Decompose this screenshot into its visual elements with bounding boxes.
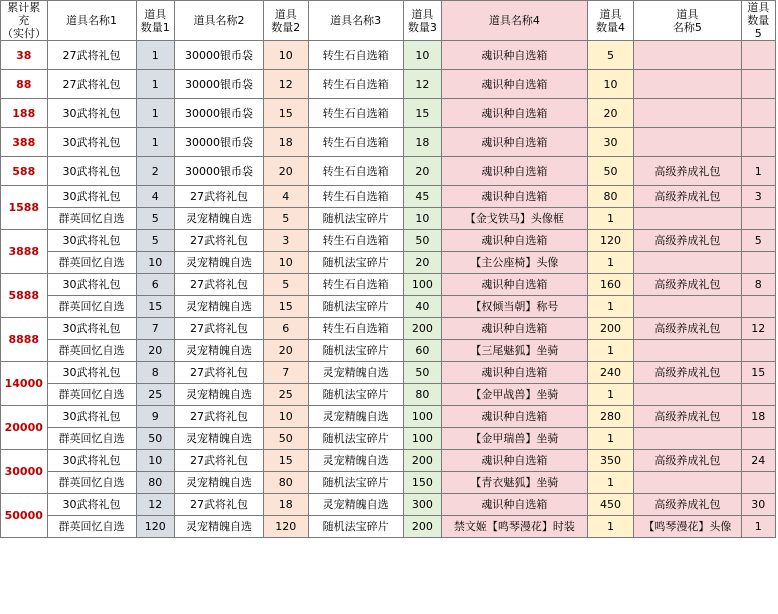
table-row xyxy=(1,516,776,538)
cell-qty1: 4 xyxy=(136,186,174,208)
cell-item1: 30武将礼包 xyxy=(47,274,136,296)
cell-qty4: 120 xyxy=(587,230,634,252)
cell-item1: 群英回忆自选 xyxy=(47,340,136,362)
cell-qty3: 100 xyxy=(403,274,441,296)
cell-item4: 魂识种自选箱 xyxy=(442,99,588,128)
cell-item2: 灵宠精魄自选 xyxy=(175,516,264,538)
cell-qty3: 100 xyxy=(403,406,441,428)
cell-qty5 xyxy=(741,41,775,70)
cell-item2: 灵宠精魄自选 xyxy=(175,384,264,406)
cell-item3: 转生石自选箱 xyxy=(308,70,403,99)
cell-item3: 灵宠精魄自选 xyxy=(308,362,403,384)
cell-item4: 禁文姬【鸣琴漫花】时装 xyxy=(442,516,588,538)
table-row xyxy=(1,472,776,494)
cell-qty4: 350 xyxy=(587,450,634,472)
cell-item3: 转生石自选箱 xyxy=(308,128,403,157)
cell-item3: 转生石自选箱 xyxy=(308,157,403,186)
tier-amount-cell: 30000 xyxy=(1,450,48,494)
header-qty5: 道具 数量 5 xyxy=(741,1,775,41)
cell-item5 xyxy=(634,252,741,274)
cell-item2: 30000银币袋 xyxy=(175,41,264,70)
header-qty2: 道具 数量2 xyxy=(264,1,309,41)
cell-qty4: 20 xyxy=(587,99,634,128)
cell-qty3: 100 xyxy=(403,428,441,450)
cell-item5 xyxy=(634,128,741,157)
tier-amount-cell: 188 xyxy=(1,99,48,128)
cell-item4: 魂识种自选箱 xyxy=(442,274,588,296)
header-item4: 道具名称4 xyxy=(442,1,588,41)
cell-qty4: 1 xyxy=(587,340,634,362)
cell-item1: 30武将礼包 xyxy=(47,362,136,384)
cell-qty2: 120 xyxy=(264,516,309,538)
cell-item2: 30000银币袋 xyxy=(175,128,264,157)
cell-qty1: 8 xyxy=(136,362,174,384)
cell-qty5: 8 xyxy=(741,274,775,296)
cell-item3: 随机法宝碎片 xyxy=(308,428,403,450)
cell-item5 xyxy=(634,41,741,70)
cell-item4: 魂识种自选箱 xyxy=(442,128,588,157)
cell-qty4: 5 xyxy=(587,41,634,70)
cell-qty5: 18 xyxy=(741,406,775,428)
tier-amount-cell: 38 xyxy=(1,41,48,70)
cell-qty1: 6 xyxy=(136,274,174,296)
cell-qty2: 7 xyxy=(264,362,309,384)
cell-qty1: 9 xyxy=(136,406,174,428)
cell-item1: 群英回忆自选 xyxy=(47,252,136,274)
cell-item1: 30武将礼包 xyxy=(47,450,136,472)
cell-item1: 群英回忆自选 xyxy=(47,208,136,230)
cell-qty3: 10 xyxy=(403,208,441,230)
cell-item3: 灵宠精魄自选 xyxy=(308,494,403,516)
cell-item2: 27武将礼包 xyxy=(175,230,264,252)
header-acc: 累计累充 （实付） xyxy=(2,1,46,40)
cell-qty4: 1 xyxy=(587,208,634,230)
cell-item1: 30武将礼包 xyxy=(47,406,136,428)
tier-amount-cell: 1588 xyxy=(1,186,48,230)
cell-qty5 xyxy=(741,99,775,128)
cell-item5: 高级养成礼包 xyxy=(634,186,741,208)
cell-qty1: 1 xyxy=(136,41,174,70)
cell-qty2: 15 xyxy=(264,296,309,318)
cell-item4: 【金戈铁马】头像框 xyxy=(442,208,588,230)
cell-qty4: 50 xyxy=(587,157,634,186)
cell-item2: 27武将礼包 xyxy=(175,494,264,516)
cell-item2: 灵宠精魄自选 xyxy=(175,252,264,274)
cell-qty5: 15 xyxy=(741,362,775,384)
cell-item3: 转生石自选箱 xyxy=(308,41,403,70)
cell-qty3: 50 xyxy=(403,362,441,384)
cell-item4: 【金甲瑞兽】坐骑 xyxy=(442,428,588,450)
cell-item2: 27武将礼包 xyxy=(175,318,264,340)
tier-amount-cell: 14000 xyxy=(1,362,48,406)
cell-qty5: 12 xyxy=(741,318,775,340)
cell-item1: 30武将礼包 xyxy=(47,157,136,186)
cell-qty4: 30 xyxy=(587,128,634,157)
cell-item4: 魂识种自选箱 xyxy=(442,406,588,428)
cell-qty4: 450 xyxy=(587,494,634,516)
cell-qty5 xyxy=(741,70,775,99)
header-row xyxy=(1,1,776,41)
cell-qty3: 60 xyxy=(403,340,441,362)
tier-amount-cell: 8888 xyxy=(1,318,48,362)
cell-item5 xyxy=(634,472,741,494)
cell-item2: 灵宠精魄自选 xyxy=(175,208,264,230)
cell-qty5 xyxy=(741,384,775,406)
cell-item4: 魂识种自选箱 xyxy=(442,362,588,384)
cell-item5: 高级养成礼包 xyxy=(634,318,741,340)
cell-qty5: 1 xyxy=(741,516,775,538)
cell-item4: 魂识种自选箱 xyxy=(442,186,588,208)
tier-amount-cell: 5888 xyxy=(1,274,48,318)
cell-qty3: 300 xyxy=(403,494,441,516)
tier-amount-cell: 88 xyxy=(1,70,48,99)
table-row xyxy=(1,274,776,296)
cell-item4: 魂识种自选箱 xyxy=(442,41,588,70)
table-row xyxy=(1,157,776,186)
cell-qty3: 150 xyxy=(403,472,441,494)
cell-item5 xyxy=(634,208,741,230)
cell-qty3: 15 xyxy=(403,99,441,128)
cell-item1: 27武将礼包 xyxy=(47,70,136,99)
cell-item1: 30武将礼包 xyxy=(47,318,136,340)
table-row xyxy=(1,252,776,274)
cell-item1: 群英回忆自选 xyxy=(47,516,136,538)
table-row xyxy=(1,208,776,230)
table-row xyxy=(1,128,776,157)
cell-qty2: 5 xyxy=(264,274,309,296)
cell-qty3: 12 xyxy=(403,70,441,99)
cell-qty1: 120 xyxy=(136,516,174,538)
cell-qty5 xyxy=(741,208,775,230)
cell-qty5: 5 xyxy=(741,230,775,252)
table-row xyxy=(1,384,776,406)
cell-qty5 xyxy=(741,472,775,494)
cell-item5 xyxy=(634,384,741,406)
cell-item4: 魂识种自选箱 xyxy=(442,494,588,516)
header-qty1: 道具 数量1 xyxy=(136,1,174,41)
table-body xyxy=(1,41,776,538)
cell-item1: 30武将礼包 xyxy=(47,99,136,128)
cell-qty2: 4 xyxy=(264,186,309,208)
cell-qty2: 10 xyxy=(264,41,309,70)
tier-amount-cell: 50000 xyxy=(1,494,48,538)
tier-amount-cell: 388 xyxy=(1,128,48,157)
cell-item1: 群英回忆自选 xyxy=(47,472,136,494)
cell-qty4: 80 xyxy=(587,186,634,208)
cell-qty5 xyxy=(741,340,775,362)
cell-item5: 高级养成礼包 xyxy=(634,362,741,384)
cell-item4: 魂识种自选箱 xyxy=(442,70,588,99)
cell-qty1: 1 xyxy=(136,70,174,99)
cell-item3: 随机法宝碎片 xyxy=(308,296,403,318)
cell-qty4: 1 xyxy=(587,516,634,538)
cell-qty3: 200 xyxy=(403,318,441,340)
cell-item5: 高级养成礼包 xyxy=(634,494,741,516)
cell-item3: 灵宠精魄自选 xyxy=(308,450,403,472)
cell-qty3: 50 xyxy=(403,230,441,252)
cell-qty1: 5 xyxy=(136,208,174,230)
cell-qty2: 15 xyxy=(264,450,309,472)
cell-qty3: 40 xyxy=(403,296,441,318)
cell-item2: 灵宠精魄自选 xyxy=(175,428,264,450)
cell-item3: 随机法宝碎片 xyxy=(308,208,403,230)
cell-item4: 【三尾魅狐】坐骑 xyxy=(442,340,588,362)
cell-qty2: 3 xyxy=(264,230,309,252)
cell-qty1: 1 xyxy=(136,128,174,157)
cell-item5: 高级养成礼包 xyxy=(634,157,741,186)
cell-item5 xyxy=(634,296,741,318)
table-row xyxy=(1,186,776,208)
cell-item3: 随机法宝碎片 xyxy=(308,472,403,494)
table-row xyxy=(1,318,776,340)
table-row xyxy=(1,41,776,70)
cell-item3: 转生石自选箱 xyxy=(308,230,403,252)
table-row xyxy=(1,296,776,318)
cell-item5 xyxy=(634,70,741,99)
cell-item2: 27武将礼包 xyxy=(175,450,264,472)
cell-qty3: 80 xyxy=(403,384,441,406)
cell-item2: 27武将礼包 xyxy=(175,362,264,384)
cell-qty1: 1 xyxy=(136,99,174,128)
cell-item5: 高级养成礼包 xyxy=(634,274,741,296)
cell-item3: 随机法宝碎片 xyxy=(308,384,403,406)
cell-item3: 灵宠精魄自选 xyxy=(308,406,403,428)
header-item3: 道具名称3 xyxy=(308,1,403,41)
table-row xyxy=(1,428,776,450)
cell-qty1: 2 xyxy=(136,157,174,186)
cell-item4: 【主公座椅】头像 xyxy=(442,252,588,274)
cell-item2: 灵宠精魄自选 xyxy=(175,340,264,362)
cell-item1: 30武将礼包 xyxy=(47,494,136,516)
cell-item4: 魂识种自选箱 xyxy=(442,450,588,472)
cell-qty1: 25 xyxy=(136,384,174,406)
header-item2: 道具名称2 xyxy=(175,1,264,41)
cell-qty4: 280 xyxy=(587,406,634,428)
cell-qty3: 20 xyxy=(403,252,441,274)
table-row xyxy=(1,450,776,472)
cell-item1: 30武将礼包 xyxy=(47,186,136,208)
cell-item5: 【鸣琴漫花】头像 xyxy=(634,516,741,538)
header-item5: 道具 名称5 xyxy=(634,1,741,41)
header-qty4: 道具 数量4 xyxy=(587,1,634,41)
cell-qty3: 20 xyxy=(403,157,441,186)
cell-item4: 【金甲战兽】坐骑 xyxy=(442,384,588,406)
cell-item5: 高级养成礼包 xyxy=(634,406,741,428)
cell-qty3: 200 xyxy=(403,450,441,472)
tier-amount-cell: 20000 xyxy=(1,406,48,450)
cell-qty4: 1 xyxy=(587,428,634,450)
cell-qty4: 1 xyxy=(587,296,634,318)
cell-item2: 灵宠精魄自选 xyxy=(175,296,264,318)
cell-qty4: 200 xyxy=(587,318,634,340)
cell-qty2: 20 xyxy=(264,340,309,362)
cell-qty2: 6 xyxy=(264,318,309,340)
cell-item2: 30000银币袋 xyxy=(175,99,264,128)
cell-item2: 27武将礼包 xyxy=(175,186,264,208)
cell-qty1: 10 xyxy=(136,252,174,274)
header-qty3: 道具 数量3 xyxy=(403,1,441,41)
cell-qty2: 5 xyxy=(264,208,309,230)
cell-qty2: 18 xyxy=(264,494,309,516)
cell-item5: 高级养成礼包 xyxy=(634,450,741,472)
cell-item3: 转生石自选箱 xyxy=(308,274,403,296)
cell-item4: 魂识种自选箱 xyxy=(442,318,588,340)
cell-qty4: 240 xyxy=(587,362,634,384)
table-row xyxy=(1,340,776,362)
table-row xyxy=(1,362,776,384)
cell-qty2: 18 xyxy=(264,128,309,157)
cell-item5 xyxy=(634,99,741,128)
cell-item1: 群英回忆自选 xyxy=(47,428,136,450)
cell-qty1: 50 xyxy=(136,428,174,450)
table-row xyxy=(1,99,776,128)
cell-qty4: 160 xyxy=(587,274,634,296)
table-row xyxy=(1,70,776,99)
cell-qty2: 12 xyxy=(264,70,309,99)
cell-qty3: 18 xyxy=(403,128,441,157)
cell-qty4: 1 xyxy=(587,472,634,494)
cell-qty1: 7 xyxy=(136,318,174,340)
cell-item5: 高级养成礼包 xyxy=(634,230,741,252)
cell-item1: 群英回忆自选 xyxy=(47,296,136,318)
cell-qty2: 15 xyxy=(264,99,309,128)
cell-qty2: 50 xyxy=(264,428,309,450)
cell-item4: 【权倾当朝】称号 xyxy=(442,296,588,318)
cell-qty1: 20 xyxy=(136,340,174,362)
cell-item4: 【青衣魅狐】坐骑 xyxy=(442,472,588,494)
header-item1: 道具名称1 xyxy=(47,1,136,41)
table-row xyxy=(1,494,776,516)
cell-item2: 30000银币袋 xyxy=(175,157,264,186)
cell-qty5 xyxy=(741,296,775,318)
cell-item3: 随机法宝碎片 xyxy=(308,340,403,362)
cell-qty3: 200 xyxy=(403,516,441,538)
table-row xyxy=(1,406,776,428)
cell-item2: 27武将礼包 xyxy=(175,274,264,296)
cell-item2: 灵宠精魄自选 xyxy=(175,472,264,494)
cell-item4: 魂识种自选箱 xyxy=(442,157,588,186)
cell-item3: 转生石自选箱 xyxy=(308,186,403,208)
cell-item5 xyxy=(634,340,741,362)
tier-amount-cell: 3888 xyxy=(1,230,48,274)
cell-qty1: 12 xyxy=(136,494,174,516)
cell-item3: 随机法宝碎片 xyxy=(308,252,403,274)
cell-qty5: 24 xyxy=(741,450,775,472)
cell-item3: 转生石自选箱 xyxy=(308,99,403,128)
cell-qty1: 15 xyxy=(136,296,174,318)
cell-qty3: 45 xyxy=(403,186,441,208)
cell-qty1: 5 xyxy=(136,230,174,252)
cell-qty5: 30 xyxy=(741,494,775,516)
cell-qty5 xyxy=(741,128,775,157)
cell-item3: 转生石自选箱 xyxy=(308,318,403,340)
cell-qty5: 1 xyxy=(741,157,775,186)
cell-qty5: 3 xyxy=(741,186,775,208)
cell-qty2: 25 xyxy=(264,384,309,406)
cell-qty2: 10 xyxy=(264,406,309,428)
cell-item1: 27武将礼包 xyxy=(47,41,136,70)
tier-amount-cell: 588 xyxy=(1,157,48,186)
cell-item5 xyxy=(634,428,741,450)
cell-qty2: 20 xyxy=(264,157,309,186)
cell-qty5 xyxy=(741,252,775,274)
cell-item2: 30000银币袋 xyxy=(175,70,264,99)
cell-qty4: 1 xyxy=(587,384,634,406)
table-row xyxy=(1,230,776,252)
cell-qty2: 80 xyxy=(264,472,309,494)
cell-item3: 随机法宝碎片 xyxy=(308,516,403,538)
cell-qty5 xyxy=(741,428,775,450)
cell-qty1: 80 xyxy=(136,472,174,494)
cell-qty3: 10 xyxy=(403,41,441,70)
cell-item1: 群英回忆自选 xyxy=(47,384,136,406)
cell-qty4: 10 xyxy=(587,70,634,99)
cell-qty2: 10 xyxy=(264,252,309,274)
cell-item4: 魂识种自选箱 xyxy=(442,230,588,252)
cell-item1: 30武将礼包 xyxy=(47,230,136,252)
cell-qty4: 1 xyxy=(587,252,634,274)
cell-item1: 30武将礼包 xyxy=(47,128,136,157)
cell-item2: 27武将礼包 xyxy=(175,406,264,428)
cell-qty1: 10 xyxy=(136,450,174,472)
